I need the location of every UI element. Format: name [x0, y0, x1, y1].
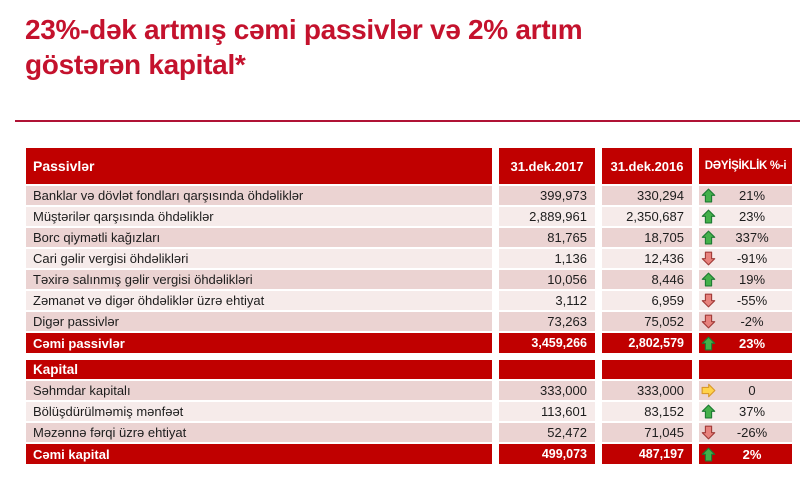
trend-up-arrow-icon	[701, 336, 716, 351]
row-label: Məzənnə fərqi üzrə ehtiyat	[26, 423, 492, 442]
trend-down-arrow-icon	[701, 251, 716, 266]
value-2016: 333,000	[602, 381, 692, 400]
change-value: -2%	[740, 314, 764, 329]
change-cell	[699, 228, 792, 247]
column-header-passivler: Passivlər	[26, 148, 492, 184]
value-2016: 330,294	[602, 186, 692, 205]
table-body	[26, 186, 792, 464]
change-cell	[699, 333, 792, 353]
change-value: 337%	[735, 230, 769, 245]
table-row	[26, 228, 792, 247]
change-cell	[699, 312, 792, 331]
change-cell	[699, 444, 792, 464]
value-2017: 333,000	[499, 381, 595, 400]
trend-up-arrow-icon	[701, 209, 716, 224]
value-2017: 499,073	[499, 444, 595, 464]
change-cell	[699, 207, 792, 226]
value-2017: 52,472	[499, 423, 595, 442]
value-2017: 113,601	[499, 402, 595, 421]
table-row	[26, 423, 792, 442]
value-2016: 6,959	[602, 291, 692, 310]
value-2017: 2,889,961	[499, 207, 595, 226]
value-2017	[499, 360, 595, 379]
row-label: Cari gəlir vergisi öhdəlikləri	[26, 249, 492, 268]
change-value: 21%	[738, 188, 766, 203]
table-header-row	[26, 148, 792, 184]
value-2017: 81,765	[499, 228, 595, 247]
row-label: Bölüşdürülməmiş mənfəət	[26, 402, 492, 421]
column-header-31dek2017: 31.dek.2017	[499, 148, 595, 184]
row-label: Banklar və dövlət fondları qarşısında öhdəliklər	[26, 186, 492, 205]
section-header-row	[26, 360, 792, 379]
table-row	[26, 270, 792, 289]
trend-up-arrow-icon	[701, 272, 716, 287]
change-cell	[699, 360, 792, 379]
table-row	[26, 381, 792, 400]
table-row	[26, 207, 792, 226]
row-label: Digər passivlər	[26, 312, 492, 331]
row-label: Səhmdar kapitalı	[26, 381, 492, 400]
value-2016: 75,052	[602, 312, 692, 331]
trend-down-arrow-icon	[701, 314, 716, 329]
table-row	[26, 249, 792, 268]
value-2016: 2,350,687	[602, 207, 692, 226]
change-value: 37%	[738, 404, 766, 419]
change-cell	[699, 186, 792, 205]
table-row	[26, 186, 792, 205]
row-label: Zəmanət və digər öhdəliklər üzrə ehtiyat	[26, 291, 492, 310]
value-2017: 3,112	[499, 291, 595, 310]
change-cell	[699, 423, 792, 442]
total-row	[26, 333, 792, 353]
value-2016: 487,197	[602, 444, 692, 464]
value-2017: 399,973	[499, 186, 595, 205]
row-label: Cəmi kapital	[26, 444, 492, 464]
page-title	[25, 12, 765, 82]
financial-table	[26, 148, 792, 464]
value-2016: 12,436	[602, 249, 692, 268]
row-label: Müştərilər qarşısında öhdəliklər	[26, 207, 492, 226]
trend-down-arrow-icon	[701, 425, 716, 440]
change-value: 0	[748, 383, 756, 398]
value-2017: 3,459,266	[499, 333, 595, 353]
change-cell	[699, 402, 792, 421]
change-cell	[699, 381, 792, 400]
change-cell	[699, 249, 792, 268]
title-divider	[15, 120, 800, 122]
change-value: -55%	[736, 293, 768, 308]
trend-up-arrow-icon	[701, 230, 716, 245]
change-value: 2%	[742, 446, 762, 462]
row-label: Təxirə salınmış gəlir vergisi öhdəlikləri	[26, 270, 492, 289]
total-row	[26, 444, 792, 464]
column-header-31dek2016: 31.dek.2016	[602, 148, 692, 184]
change-cell	[699, 291, 792, 310]
change-value: -91%	[736, 251, 768, 266]
change-value: -26%	[736, 425, 768, 440]
value-2016: 83,152	[602, 402, 692, 421]
value-2016: 2,802,579	[602, 333, 692, 353]
title-line-2: göstərən kapital*	[25, 49, 246, 80]
trend-up-arrow-icon	[701, 188, 716, 203]
row-label: Kapital	[26, 360, 492, 379]
value-2016: 71,045	[602, 423, 692, 442]
value-2017: 1,136	[499, 249, 595, 268]
change-value: 19%	[738, 272, 766, 287]
value-2017: 10,056	[499, 270, 595, 289]
trend-flat-arrow-icon	[701, 383, 716, 398]
trend-up-arrow-icon	[701, 447, 716, 462]
trend-down-arrow-icon	[701, 293, 716, 308]
value-2016: 18,705	[602, 228, 692, 247]
value-2016: 8,446	[602, 270, 692, 289]
value-2016	[602, 360, 692, 379]
column-header-change-pct: DƏYİŞİKLİK %-i	[699, 148, 792, 184]
row-label: Cəmi passivlər	[26, 333, 492, 353]
change-cell	[699, 270, 792, 289]
title-line-1: 23%-dək artmış cəmi passivlər və 2% artım	[25, 14, 583, 45]
trend-up-arrow-icon	[701, 404, 716, 419]
change-value: 23%	[738, 209, 766, 224]
change-value: 23%	[738, 335, 766, 351]
table-row	[26, 402, 792, 421]
table-row	[26, 312, 792, 331]
value-2017: 73,263	[499, 312, 595, 331]
table-row	[26, 291, 792, 310]
row-label: Borc qiymətli kağızları	[26, 228, 492, 247]
